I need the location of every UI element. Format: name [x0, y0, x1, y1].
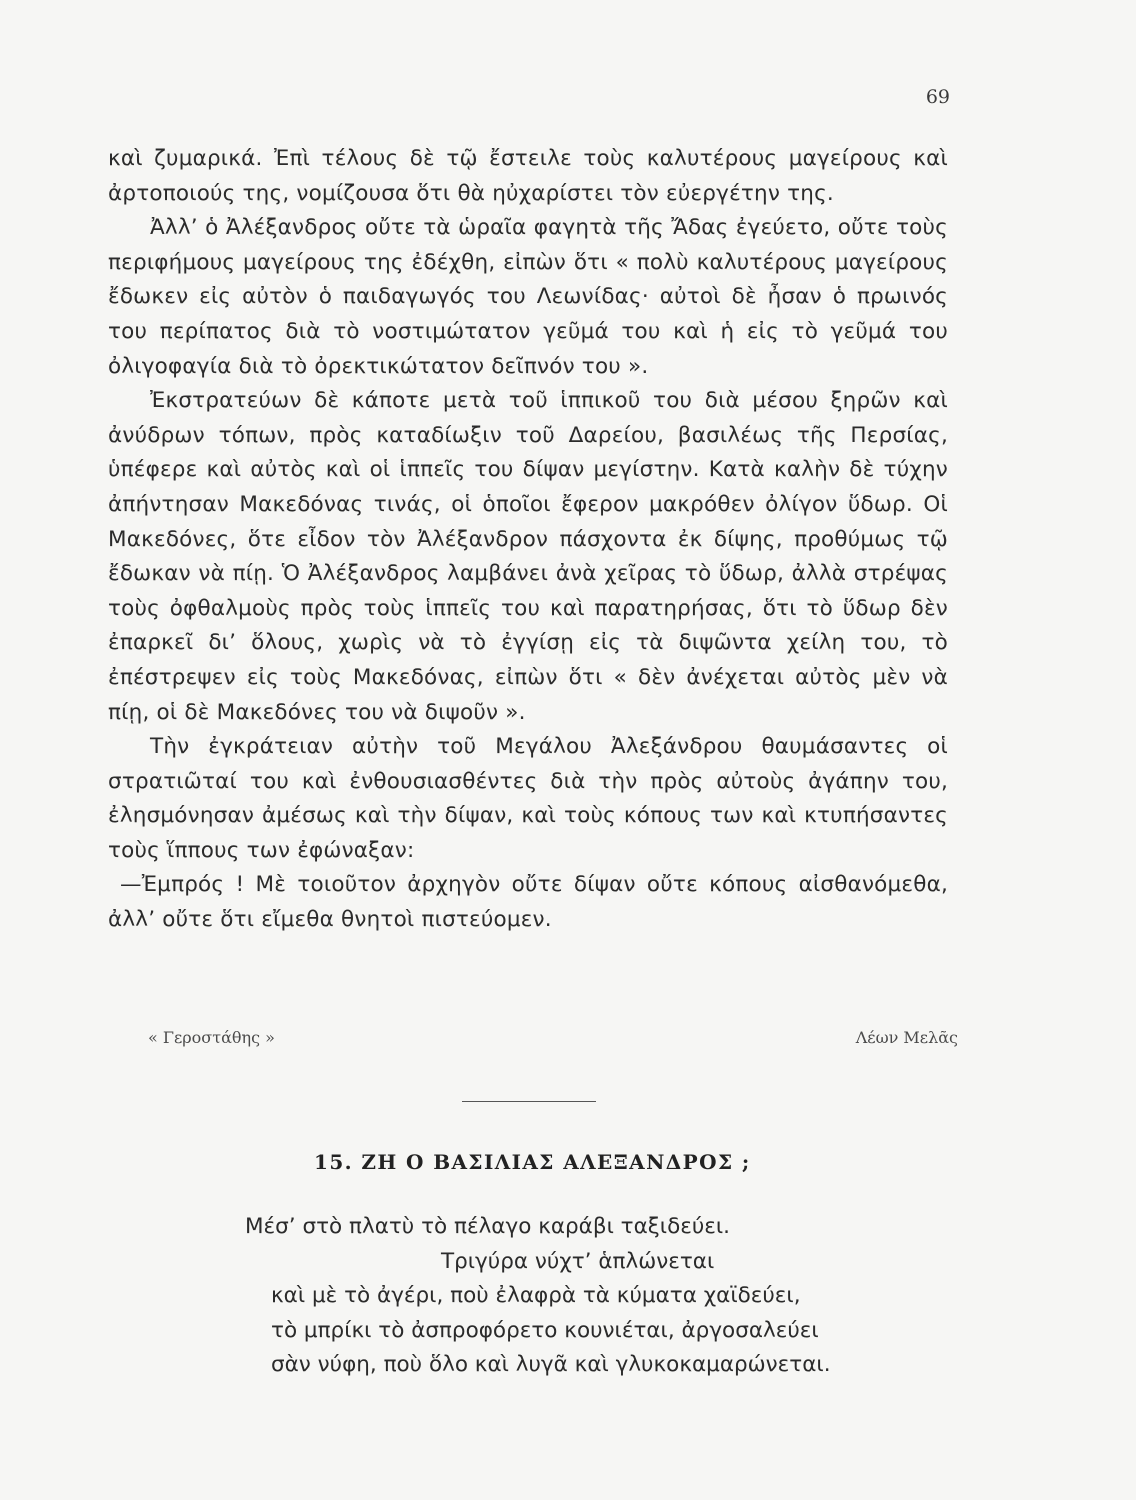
paragraph-1: καὶ ζυμαρικά. Ἐπὶ τέλους δὲ τῷ ἔστειλε τοὺς καλυτέρους μαγείρους καὶ ἀρτοποιούς της, νομίζουσα ὅτι θὰ ηὐχαρίστει τὸν εὐεργέτην της. — [108, 146, 948, 206]
body-text — [108, 142, 948, 938]
author-name: Λέων Μελᾶς — [855, 1028, 958, 1047]
poem — [245, 1210, 965, 1383]
paragraph-4: Τὴν ἐγκράτειαν αὐτὴν τοῦ Μεγάλου Ἀλεξάνδρου θαυμάσαντες οἱ στρατιῶταί του καὶ ἐνθουσιασθέντες διὰ τὴν πρὸς αὐτοὺς ἀγάπην του, ἐλησμόνησαν ἀμέσως καὶ τὴν δίψαν, καὶ τοὺς κόπους των καὶ κτυπήσαντες τοὺς ἵππους των ἐφώναξαν: — [108, 734, 948, 863]
source-title: « Γεροστάθης » — [148, 1028, 275, 1047]
poem-line: σὰν νύφη, ποὺ ὅλο καὶ λυγᾶ καὶ γλυκοκαμαρώνεται. — [271, 1352, 831, 1377]
paragraph-2: Ἀλλ’ ὁ Ἀλέξανδρος οὔτε τὰ ὡραῖα φαγητὰ τῆς Ἄδας ἐγεύετο, οὔτε τοὺς περιφήμους μαγείρους της ἐδέχθη, εἰπὼν ὅτι « πολὺ καλυτέρους μαγείρους ἔδωκεν εἰς αὐτὸν ὁ παιδαγωγός του Λεωνίδας· αὐτοὶ δὲ ἦσαν ὁ πρωινός του περίπατος διὰ τὸ νοστιμώτατον γεῦμά του καὶ ἡ εἰς τὸ γεῦμά του ὀλιγοφαγία διὰ τὸ ὀρεκτικώτατον δεῖπνόν του ». — [108, 215, 948, 379]
paragraph-5-dialogue: —Ἐμπρός ! Μὲ τοιοῦτον ἀρχηγὸν οὔτε δίψαν οὔτε κόπους αἰσθανόμεθα, ἀλλ’ οὔτε ὅτι εἴμεθα θνητοὶ πιστεύομεν. — [108, 872, 948, 933]
poem-line: Τριγύρα νύχτ’ ἁπλώνεται — [441, 1248, 715, 1274]
section-divider — [462, 1101, 596, 1102]
paragraph-3: Ἐκστρατεύων δὲ κάποτε μετὰ τοῦ ἱππικοῦ του διὰ μέσου ξηρῶν καὶ ἀνύδρων τόπων, πρὸς καταδίωξιν τοῦ Δαρείου, βασιλέως τῆς Περσίας, ὑπέφερε καὶ αὐτὸς καὶ οἱ ἱππεῖς του δίψαν μεγίστην. Κατὰ καλὴν δὲ τύχην ἀπήντησαν Μακεδόνας τινάς, οἱ ὁποῖοι ἔφερον μακρόθεν ὀλίγον ὕδωρ. Οἱ Μακεδόνες, ὅτε εἶδον τὸν Ἀλέξανδρον πάσχοντα ἐκ δίψης, προθύμως τῷ ἔδωκαν νὰ πίῃ. Ὁ Ἀλέξανδρος λαμβάνει ἀνὰ χεῖρας τὸ ὕδωρ, ἀλλὰ στρέψας τοὺς ὀφθαλμοὺς πρὸς τοὺς ἱππεῖς του καὶ παρατηρήσας, ὅτι τὸ ὕδωρ δὲν ἐπαρκεῖ δι’ ὅλους, χωρὶς νὰ τὸ ἐγγίσῃ εἰς τὰ διψῶντα χείλη του, τὸ ἐπέστρεψεν εἰς τοὺς Μακεδόνας, εἰπὼν ὅτι « δὲν ἀνέχεται αὐτὸς μὲν νὰ πίῃ, οἱ δὲ Μακεδόνες του νὰ διψοῦν ». — [108, 388, 948, 725]
attribution-line — [148, 1028, 958, 1047]
poem-line: τὸ μπρίκι τὸ ἀσπροφόρετο κουνιέται, ἀργοσαλεύει — [271, 1317, 819, 1343]
poem-line: καὶ μὲ τὸ ἀγέρι, ποὺ ἐλαφρὰ τὰ κύματα χαϊδεύει, — [271, 1283, 801, 1308]
poem-line: Μέσ’ στὸ πλατὺ τὸ πέλαγο καράβι ταξιδεύει. — [245, 1214, 731, 1239]
section-heading: 15. ΖΗ Ο ΒΑΣΙΛΙΑΣ ΑΛΕΞΑΝΔΡΟΣ ; — [314, 1150, 751, 1174]
page-number: 69 — [925, 86, 950, 108]
